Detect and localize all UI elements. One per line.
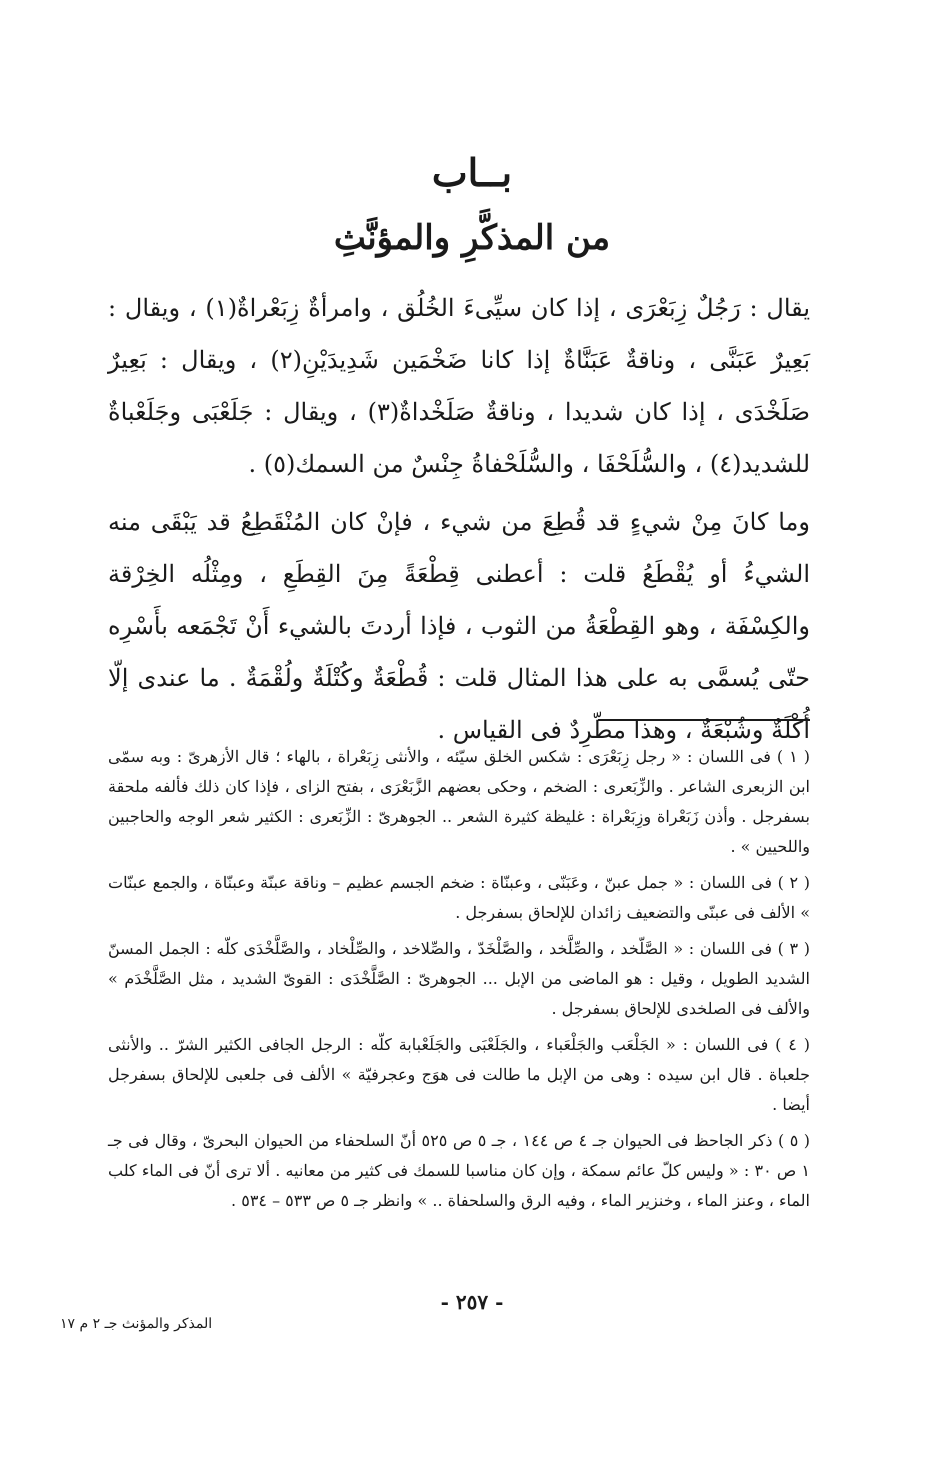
footnotes-section xyxy=(108,742,810,1222)
page-number: - ٢٥٧ - xyxy=(440,1290,504,1314)
footnote-2: ( ٢ ) فى اللسان : « جمل عبنّ ، وعَبَنّى ، وعبنّاة : ضخم الجسم عظيم – وناقة عبنّة وعبنّاة ، والجمع عبنّات » الألف فى عبنّى والتضعيف زائدان للإلحاق بسفرجل . xyxy=(108,873,811,922)
footnote-1: ( ١ ) فى اللسان : « رجل زِبَعْرَى : شكس الخلق سيّئه ، والأنثى زِبَعْراة ، بالهاء ؛ قال الأزهرىّ : وبه سمّى ابن الزبعرى الشاعر . والزِّبَعرى : الضخم ، وحكى بعضهم الزَّبَعْرَى ، بفتح الزاى ، فإذا كان ذلك فألفه ملحقة بسفرجل . وأذن زَبَعْراة وزِبَعْراة : غليظة كثيرة الشعر .. الجوهرىّ : الزِّبَعرى : الكثير شعر الوجه والحاجبين واللحيين » . xyxy=(108,747,811,856)
footnote-3: ( ٣ ) فى اللسان : « الصَّلّخد ، والصِّلَّخد ، والصَّلْخَدّ ، والصِّلاخد ، والصِّلْخاد ، والصَّلَّخْدَى كلّه : الجمل المسنّ الشديد الطويل ، وقيل : هو الماضى من الإبل ... الجوهرىّ : الصَّلَّخْدَى : القوىّ الشديد ، مثل الصَّلَّخْدَم » والألف فى الصلخدى للإلحاق بسفرجل . xyxy=(108,939,810,1018)
footnote-5: ( ٥ ) ذكر الجاحظ فى الحيوان جـ ٤ ص ١٤٤ ، جـ ٥ ص ٥٢٥ أنّ السلحفاء من الحيوان البحرىّ ، وقال فى جـ ١ ص ٣٠ : « وليس كلّ عائم سمكة ، وإن كان مناسبا للسمك فى كثير من معانيه . ألا ترى أنّ فى الماء كلب الماء ، وعنز الماء ، وخنزير الماء ، وفيه الرق والسلحفاة .. » وانظر جـ ٥ ص ٥٣٣ – ٥٣٤ . xyxy=(108,1131,811,1210)
chapter-subtitle: من المذكَّرِ والمؤنَّثِ xyxy=(333,218,611,258)
footnote-4: ( ٤ ) فى اللسان : « الجَلْعَب والجَلْعَباء ، والجَلَعْبَى والجَلَعْبابة كلّه : الرجل الجافى الكثير الشرّ .. والأنثى جلعباة . قال ابن سيده : وهى من الإبل ما طالت فى هوَج وعجرفيّة » الألف فى جلعبى للإلحاق بسفرجل أيضا . xyxy=(108,1035,811,1114)
chapter-title: بــاب xyxy=(431,150,513,195)
printer-signature: المذكر والمؤنث جـ ٢ م ١٧ xyxy=(60,1316,213,1332)
body-paragraph-1: يقال : رَجُلٌ زِبَعْرَى ، إذا كان سيِّىءَ الخُلُق ، وامرأةٌ زِبَعْراةٌ(١) ، ويقال : بَعِيرٌ عَبَنَّى ، وناقةٌ عَبَنَّاةٌ إذا كانا ضَخْمَين شَدِيدَيْنِ(٢) ، ويقال : بَعِيرٌ صَلَخْدَى ، إذا كان شديدا ، وناقةٌ صَلَخْداةٌ(٣) ، ويقال : جَلَعْبَى وجَلَعْباةٌ للشديد(٤) ، والسُّلَحْفَا ، والسُّلَحْفاةُ جِنْسٌ من السمك(٥) . xyxy=(108,294,810,478)
body-paragraph-2: وما كانَ مِنْ شيءٍ قد قُطِعَ من شيء ، فإنْ كان المُنْقَطِعُ قد يَبْقَى منه الشيءُ أو يُقْطَعُ قلت : أعطنى قِطْعَةً مِنَ القِطَعِ ، ومِثْلُه الخِرْقة والكِسْفَة ، وهو القِطْعَةُ من الثوب ، فإذا أردتَ بالشيء أَنْ تَجْمَعه بأَسْرِه حتّى يُسمَّى به على هذا المثال قلت : قُطْعَةٌ وكُتْلَةٌ ولُقْمَةٌ . ما عندى إلّا أُكْلَةٌ وشُبْعَةٌ ، وهذا مطّرِدٌ فى القياس . xyxy=(108,508,810,744)
footnote-separator xyxy=(598,719,810,721)
